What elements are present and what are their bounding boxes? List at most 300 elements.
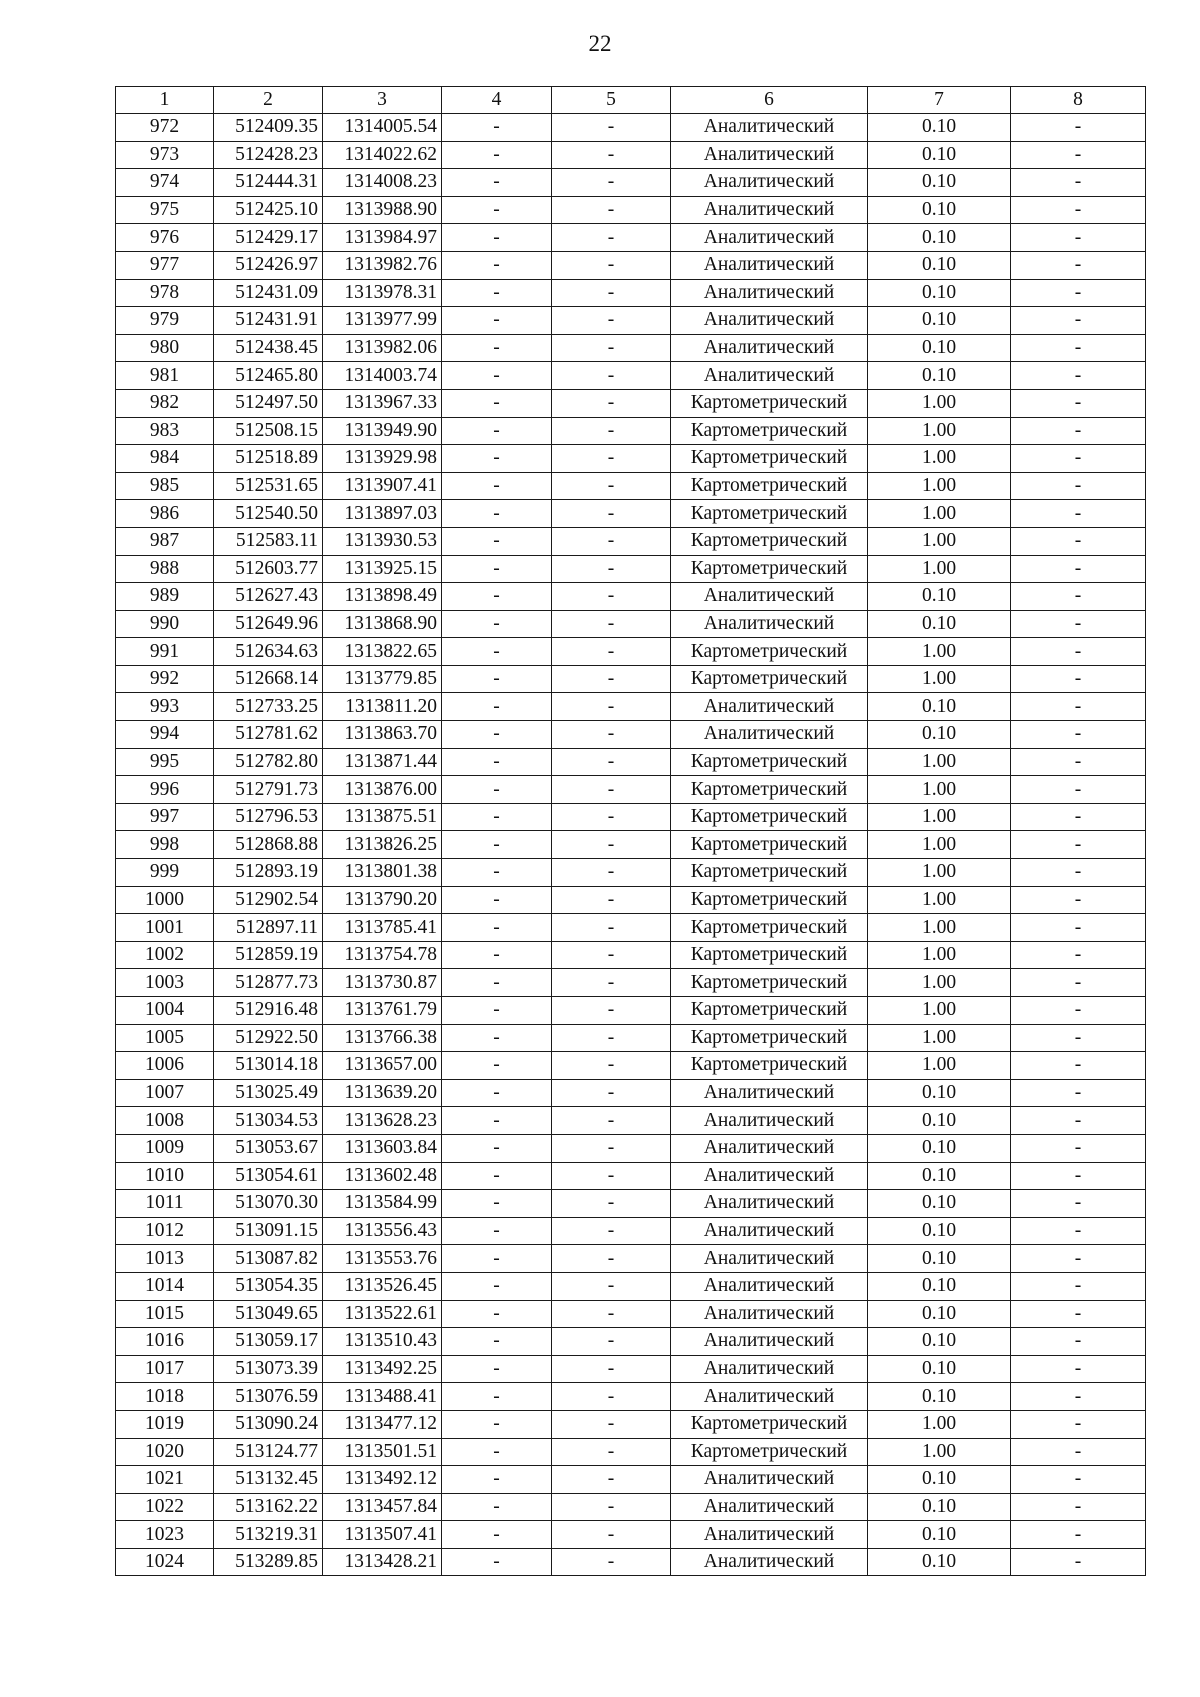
accuracy-cell: 0.10: [868, 1107, 1011, 1135]
y-coordinate-cell: 1313871.44: [323, 748, 442, 776]
y-coordinate-cell: 1313876.00: [323, 776, 442, 804]
column-header: 4: [442, 87, 552, 114]
col4-cell: -: [442, 1272, 552, 1300]
col5-cell: -: [552, 1548, 671, 1576]
col4-cell: -: [442, 997, 552, 1025]
x-coordinate-cell: 513132.45: [214, 1466, 323, 1494]
table-row: [116, 1272, 1146, 1300]
point-number-cell: 982: [116, 389, 214, 417]
accuracy-cell: 0.10: [868, 1162, 1011, 1190]
x-coordinate-cell: 512733.25: [214, 693, 323, 721]
column-header: 5: [552, 87, 671, 114]
method-cell: Аналитический: [671, 279, 868, 307]
y-coordinate-cell: 1313766.38: [323, 1024, 442, 1052]
y-coordinate-cell: 1313929.98: [323, 445, 442, 473]
col5-cell: -: [552, 169, 671, 197]
x-coordinate-cell: 513124.77: [214, 1438, 323, 1466]
col8-cell: -: [1011, 859, 1146, 887]
y-coordinate-cell: 1314022.62: [323, 141, 442, 169]
col5-cell: -: [552, 362, 671, 390]
method-cell: Аналитический: [671, 169, 868, 197]
method-cell: Картометрический: [671, 776, 868, 804]
table-row: [116, 1190, 1146, 1218]
x-coordinate-cell: 513025.49: [214, 1079, 323, 1107]
col8-cell: -: [1011, 997, 1146, 1025]
method-cell: Картометрический: [671, 969, 868, 997]
col8-cell: -: [1011, 1355, 1146, 1383]
point-number-cell: 1018: [116, 1383, 214, 1411]
method-cell: Картометрический: [671, 1024, 868, 1052]
table-row: [116, 969, 1146, 997]
col4-cell: -: [442, 141, 552, 169]
method-cell: Аналитический: [671, 1272, 868, 1300]
col4-cell: -: [442, 362, 552, 390]
col4-cell: -: [442, 1162, 552, 1190]
point-number-cell: 1005: [116, 1024, 214, 1052]
table-row: [116, 1079, 1146, 1107]
col8-cell: -: [1011, 610, 1146, 638]
x-coordinate-cell: 513070.30: [214, 1190, 323, 1218]
col4-cell: -: [442, 969, 552, 997]
y-coordinate-cell: 1313790.20: [323, 886, 442, 914]
accuracy-cell: 0.10: [868, 1466, 1011, 1494]
col8-cell: -: [1011, 693, 1146, 721]
method-cell: Картометрический: [671, 997, 868, 1025]
accuracy-cell: 1.00: [868, 803, 1011, 831]
method-cell: Аналитический: [671, 334, 868, 362]
col5-cell: -: [552, 389, 671, 417]
table-row: [116, 279, 1146, 307]
col4-cell: -: [442, 279, 552, 307]
y-coordinate-cell: 1313988.90: [323, 196, 442, 224]
x-coordinate-cell: 512902.54: [214, 886, 323, 914]
table-row: [116, 1383, 1146, 1411]
method-cell: Картометрический: [671, 941, 868, 969]
x-coordinate-cell: 513162.22: [214, 1493, 323, 1521]
col4-cell: -: [442, 941, 552, 969]
accuracy-cell: 1.00: [868, 1024, 1011, 1052]
method-cell: Аналитический: [671, 1245, 868, 1273]
x-coordinate-cell: 512431.09: [214, 279, 323, 307]
accuracy-cell: 1.00: [868, 1438, 1011, 1466]
col8-cell: -: [1011, 1410, 1146, 1438]
accuracy-cell: 1.00: [868, 472, 1011, 500]
col4-cell: -: [442, 114, 552, 142]
col4-cell: -: [442, 196, 552, 224]
x-coordinate-cell: 512893.19: [214, 859, 323, 887]
accuracy-cell: 1.00: [868, 527, 1011, 555]
coordinates-table: [115, 86, 1146, 1576]
x-coordinate-cell: 512796.53: [214, 803, 323, 831]
point-number-cell: 993: [116, 693, 214, 721]
accuracy-cell: 0.10: [868, 1300, 1011, 1328]
point-number-cell: 972: [116, 114, 214, 142]
col5-cell: -: [552, 1024, 671, 1052]
point-number-cell: 1019: [116, 1410, 214, 1438]
y-coordinate-cell: 1313863.70: [323, 721, 442, 749]
col4-cell: -: [442, 417, 552, 445]
x-coordinate-cell: 512897.11: [214, 914, 323, 942]
y-coordinate-cell: 1313977.99: [323, 307, 442, 335]
col8-cell: -: [1011, 721, 1146, 749]
table-row: [116, 1355, 1146, 1383]
method-cell: Аналитический: [671, 1162, 868, 1190]
col5-cell: -: [552, 721, 671, 749]
table-row: [116, 776, 1146, 804]
col5-cell: -: [552, 1079, 671, 1107]
accuracy-cell: 0.10: [868, 362, 1011, 390]
col5-cell: -: [552, 472, 671, 500]
table-row: [116, 251, 1146, 279]
table-row: [116, 1410, 1146, 1438]
column-header: 8: [1011, 87, 1146, 114]
table-row: [116, 1328, 1146, 1356]
table-row: [116, 114, 1146, 142]
table-row: [116, 1466, 1146, 1494]
table-row: [116, 1162, 1146, 1190]
accuracy-cell: 1.00: [868, 859, 1011, 887]
col8-cell: -: [1011, 1438, 1146, 1466]
point-number-cell: 976: [116, 224, 214, 252]
col5-cell: -: [552, 776, 671, 804]
col4-cell: -: [442, 776, 552, 804]
y-coordinate-cell: 1313907.41: [323, 472, 442, 500]
col4-cell: -: [442, 1217, 552, 1245]
method-cell: Аналитический: [671, 1300, 868, 1328]
point-number-cell: 997: [116, 803, 214, 831]
method-cell: Аналитический: [671, 196, 868, 224]
col5-cell: -: [552, 1521, 671, 1549]
accuracy-cell: 1.00: [868, 831, 1011, 859]
col5-cell: -: [552, 1190, 671, 1218]
accuracy-cell: 0.10: [868, 1190, 1011, 1218]
method-cell: Картометрический: [671, 859, 868, 887]
point-number-cell: 988: [116, 555, 214, 583]
col4-cell: -: [442, 445, 552, 473]
col4-cell: -: [442, 224, 552, 252]
x-coordinate-cell: 512781.62: [214, 721, 323, 749]
method-cell: Аналитический: [671, 1190, 868, 1218]
y-coordinate-cell: 1314005.54: [323, 114, 442, 142]
table-row: [116, 610, 1146, 638]
col5-cell: -: [552, 1493, 671, 1521]
table-row: [116, 1493, 1146, 1521]
y-coordinate-cell: 1313801.38: [323, 859, 442, 887]
method-cell: Картометрический: [671, 831, 868, 859]
y-coordinate-cell: 1313930.53: [323, 527, 442, 555]
col8-cell: -: [1011, 1521, 1146, 1549]
accuracy-cell: 0.10: [868, 610, 1011, 638]
col4-cell: -: [442, 583, 552, 611]
x-coordinate-cell: 512627.43: [214, 583, 323, 611]
col8-cell: -: [1011, 196, 1146, 224]
x-coordinate-cell: 513090.24: [214, 1410, 323, 1438]
col4-cell: -: [442, 1052, 552, 1080]
table-row: [116, 224, 1146, 252]
col4-cell: -: [442, 665, 552, 693]
accuracy-cell: 0.10: [868, 114, 1011, 142]
point-number-cell: 980: [116, 334, 214, 362]
table-row: [116, 1052, 1146, 1080]
y-coordinate-cell: 1313501.51: [323, 1438, 442, 1466]
table-row: [116, 914, 1146, 942]
col4-cell: -: [442, 1134, 552, 1162]
col5-cell: -: [552, 1438, 671, 1466]
accuracy-cell: 0.10: [868, 1355, 1011, 1383]
col5-cell: -: [552, 279, 671, 307]
col5-cell: -: [552, 1466, 671, 1494]
column-header: 6: [671, 87, 868, 114]
x-coordinate-cell: 513053.67: [214, 1134, 323, 1162]
point-number-cell: 977: [116, 251, 214, 279]
y-coordinate-cell: 1314008.23: [323, 169, 442, 197]
x-coordinate-cell: 512668.14: [214, 665, 323, 693]
col5-cell: -: [552, 748, 671, 776]
point-number-cell: 1012: [116, 1217, 214, 1245]
col4-cell: -: [442, 859, 552, 887]
col5-cell: -: [552, 859, 671, 887]
y-coordinate-cell: 1313984.97: [323, 224, 442, 252]
col5-cell: -: [552, 583, 671, 611]
method-cell: Аналитический: [671, 114, 868, 142]
x-coordinate-cell: 512444.31: [214, 169, 323, 197]
accuracy-cell: 0.10: [868, 334, 1011, 362]
y-coordinate-cell: 1313868.90: [323, 610, 442, 638]
point-number-cell: 984: [116, 445, 214, 473]
x-coordinate-cell: 512868.88: [214, 831, 323, 859]
col8-cell: -: [1011, 1466, 1146, 1494]
point-number-cell: 1006: [116, 1052, 214, 1080]
table-row: [116, 141, 1146, 169]
accuracy-cell: 1.00: [868, 555, 1011, 583]
table-row: [116, 196, 1146, 224]
accuracy-cell: 1.00: [868, 500, 1011, 528]
y-coordinate-cell: 1313978.31: [323, 279, 442, 307]
col4-cell: -: [442, 914, 552, 942]
point-number-cell: 998: [116, 831, 214, 859]
col8-cell: -: [1011, 334, 1146, 362]
table-row: [116, 638, 1146, 666]
y-coordinate-cell: 1313526.45: [323, 1272, 442, 1300]
table-row: [116, 886, 1146, 914]
col5-cell: -: [552, 610, 671, 638]
x-coordinate-cell: 513076.59: [214, 1383, 323, 1411]
point-number-cell: 981: [116, 362, 214, 390]
col8-cell: -: [1011, 776, 1146, 804]
x-coordinate-cell: 513049.65: [214, 1300, 323, 1328]
col8-cell: -: [1011, 1245, 1146, 1273]
point-number-cell: 1008: [116, 1107, 214, 1135]
accuracy-cell: 0.10: [868, 196, 1011, 224]
accuracy-cell: 0.10: [868, 1521, 1011, 1549]
point-number-cell: 991: [116, 638, 214, 666]
col5-cell: -: [552, 1217, 671, 1245]
accuracy-cell: 0.10: [868, 1328, 1011, 1356]
accuracy-cell: 0.10: [868, 1383, 1011, 1411]
method-cell: Аналитический: [671, 1107, 868, 1135]
point-number-cell: 1014: [116, 1272, 214, 1300]
col5-cell: -: [552, 1355, 671, 1383]
point-number-cell: 999: [116, 859, 214, 887]
x-coordinate-cell: 513087.82: [214, 1245, 323, 1273]
col4-cell: -: [442, 334, 552, 362]
table-row: [116, 941, 1146, 969]
col4-cell: -: [442, 307, 552, 335]
table-row: [116, 555, 1146, 583]
table-row: [116, 417, 1146, 445]
col5-cell: -: [552, 665, 671, 693]
column-header: 2: [214, 87, 323, 114]
y-coordinate-cell: 1313657.00: [323, 1052, 442, 1080]
col5-cell: -: [552, 1134, 671, 1162]
x-coordinate-cell: 512508.15: [214, 417, 323, 445]
col4-cell: -: [442, 1548, 552, 1576]
y-coordinate-cell: 1313779.85: [323, 665, 442, 693]
point-number-cell: 974: [116, 169, 214, 197]
col8-cell: -: [1011, 941, 1146, 969]
method-cell: Картометрический: [671, 1052, 868, 1080]
col5-cell: -: [552, 445, 671, 473]
method-cell: Аналитический: [671, 1548, 868, 1576]
col8-cell: -: [1011, 1493, 1146, 1521]
point-number-cell: 985: [116, 472, 214, 500]
col8-cell: -: [1011, 445, 1146, 473]
col5-cell: -: [552, 1107, 671, 1135]
col8-cell: -: [1011, 638, 1146, 666]
column-header: 1: [116, 87, 214, 114]
col8-cell: -: [1011, 114, 1146, 142]
col5-cell: -: [552, 693, 671, 721]
x-coordinate-cell: 513014.18: [214, 1052, 323, 1080]
accuracy-cell: 0.10: [868, 1134, 1011, 1162]
accuracy-cell: 1.00: [868, 886, 1011, 914]
col4-cell: -: [442, 169, 552, 197]
table-row: [116, 803, 1146, 831]
y-coordinate-cell: 1313925.15: [323, 555, 442, 583]
accuracy-cell: 0.10: [868, 224, 1011, 252]
accuracy-cell: 0.10: [868, 141, 1011, 169]
column-header: 3: [323, 87, 442, 114]
point-number-cell: 989: [116, 583, 214, 611]
col4-cell: -: [442, 721, 552, 749]
method-cell: Картометрический: [671, 1438, 868, 1466]
point-number-cell: 1013: [116, 1245, 214, 1273]
y-coordinate-cell: 1313507.41: [323, 1521, 442, 1549]
method-cell: Аналитический: [671, 1466, 868, 1494]
col5-cell: -: [552, 969, 671, 997]
y-coordinate-cell: 1313603.84: [323, 1134, 442, 1162]
col8-cell: -: [1011, 1190, 1146, 1218]
accuracy-cell: 0.10: [868, 307, 1011, 335]
x-coordinate-cell: 512782.80: [214, 748, 323, 776]
accuracy-cell: 1.00: [868, 1052, 1011, 1080]
y-coordinate-cell: 1313730.87: [323, 969, 442, 997]
col4-cell: -: [442, 886, 552, 914]
method-cell: Картометрический: [671, 417, 868, 445]
col8-cell: -: [1011, 969, 1146, 997]
col8-cell: -: [1011, 1300, 1146, 1328]
table-row: [116, 362, 1146, 390]
table-row: [116, 527, 1146, 555]
point-number-cell: 987: [116, 527, 214, 555]
col8-cell: -: [1011, 1079, 1146, 1107]
col8-cell: -: [1011, 1328, 1146, 1356]
col8-cell: -: [1011, 141, 1146, 169]
point-number-cell: 1010: [116, 1162, 214, 1190]
point-number-cell: 1021: [116, 1466, 214, 1494]
col5-cell: -: [552, 638, 671, 666]
col4-cell: -: [442, 1466, 552, 1494]
y-coordinate-cell: 1313785.41: [323, 914, 442, 942]
col5-cell: -: [552, 527, 671, 555]
method-cell: Картометрический: [671, 665, 868, 693]
table-header-row: [116, 87, 1146, 114]
method-cell: Аналитический: [671, 1521, 868, 1549]
table-row: [116, 665, 1146, 693]
x-coordinate-cell: 512877.73: [214, 969, 323, 997]
col4-cell: -: [442, 1383, 552, 1411]
method-cell: Картометрический: [671, 389, 868, 417]
col5-cell: -: [552, 141, 671, 169]
col8-cell: -: [1011, 1107, 1146, 1135]
accuracy-cell: 1.00: [868, 638, 1011, 666]
col8-cell: -: [1011, 748, 1146, 776]
col5-cell: -: [552, 997, 671, 1025]
method-cell: Аналитический: [671, 1134, 868, 1162]
y-coordinate-cell: 1313492.25: [323, 1355, 442, 1383]
col4-cell: -: [442, 1328, 552, 1356]
col5-cell: -: [552, 886, 671, 914]
col5-cell: -: [552, 196, 671, 224]
method-cell: Аналитический: [671, 1328, 868, 1356]
y-coordinate-cell: 1313510.43: [323, 1328, 442, 1356]
table-row: [116, 693, 1146, 721]
method-cell: Картометрический: [671, 886, 868, 914]
y-coordinate-cell: 1313602.48: [323, 1162, 442, 1190]
point-number-cell: 1001: [116, 914, 214, 942]
y-coordinate-cell: 1313822.65: [323, 638, 442, 666]
x-coordinate-cell: 512791.73: [214, 776, 323, 804]
col5-cell: -: [552, 307, 671, 335]
method-cell: Картометрический: [671, 472, 868, 500]
y-coordinate-cell: 1313477.12: [323, 1410, 442, 1438]
column-header: 7: [868, 87, 1011, 114]
point-number-cell: 979: [116, 307, 214, 335]
col8-cell: -: [1011, 417, 1146, 445]
x-coordinate-cell: 512518.89: [214, 445, 323, 473]
x-coordinate-cell: 512634.63: [214, 638, 323, 666]
point-number-cell: 996: [116, 776, 214, 804]
col5-cell: -: [552, 1410, 671, 1438]
col8-cell: -: [1011, 914, 1146, 942]
y-coordinate-cell: 1313584.99: [323, 1190, 442, 1218]
col4-cell: -: [442, 527, 552, 555]
y-coordinate-cell: 1313492.12: [323, 1466, 442, 1494]
point-number-cell: 995: [116, 748, 214, 776]
x-coordinate-cell: 512603.77: [214, 555, 323, 583]
accuracy-cell: 1.00: [868, 389, 1011, 417]
col4-cell: -: [442, 610, 552, 638]
table-row: [116, 1245, 1146, 1273]
y-coordinate-cell: 1313556.43: [323, 1217, 442, 1245]
x-coordinate-cell: 513054.61: [214, 1162, 323, 1190]
x-coordinate-cell: 512426.97: [214, 251, 323, 279]
col5-cell: -: [552, 831, 671, 859]
col8-cell: -: [1011, 1272, 1146, 1300]
table-row: [116, 1107, 1146, 1135]
method-cell: Аналитический: [671, 362, 868, 390]
accuracy-cell: 0.10: [868, 1079, 1011, 1107]
